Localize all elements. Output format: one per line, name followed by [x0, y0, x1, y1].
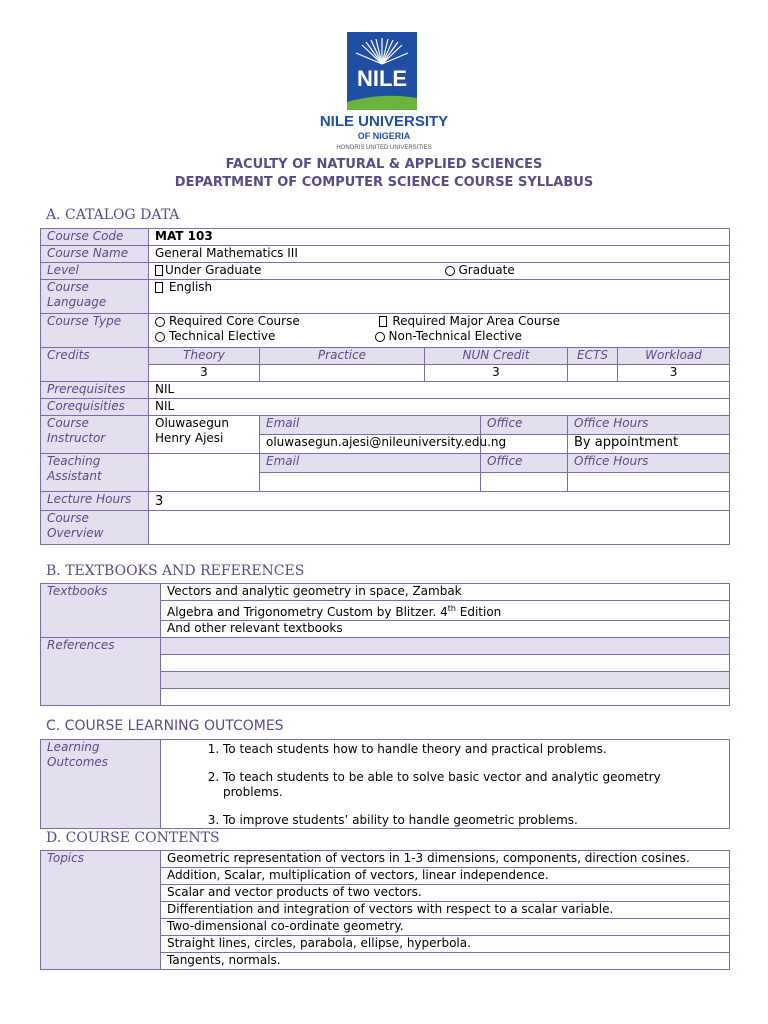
checkbox-icon [155, 265, 163, 276]
type-tech-option[interactable] [155, 329, 275, 343]
instructor-office-hours-header: Office Hours [568, 416, 730, 435]
instructor-value: Oluwasegun Henry Ajesi [149, 416, 260, 454]
course-type-label: Course Type [41, 314, 149, 348]
language-value: English [168, 280, 213, 294]
textbooks-label: Textbooks [41, 584, 161, 638]
contents-table [40, 850, 730, 970]
course-code-label: Course Code [41, 229, 149, 246]
ta-office-value [481, 473, 568, 492]
instructor-email-value[interactable]: oluwasegun.ajesi@nileuniversity.edu.ng [260, 435, 481, 454]
overview-label: Course Overview [41, 511, 149, 545]
textbook-item: And other relevant textbooks [161, 621, 730, 638]
reference-item [161, 689, 730, 706]
logo-of-nigeria: OF NIGERIA [357, 131, 411, 141]
instructor-email-header: Email [260, 416, 481, 435]
section-c-heading: C. COURSE LEARNING OUTCOMES [46, 718, 284, 734]
language-value-cell [149, 280, 730, 314]
radio-icon [375, 332, 385, 342]
level-g-option[interactable] [445, 263, 515, 278]
references-label: References [41, 638, 161, 706]
credit-nun-value: 3 [425, 365, 568, 382]
outcomes-list-cell [161, 740, 730, 829]
prereq-value: NIL [149, 382, 730, 399]
overview-value [149, 511, 730, 545]
ta-office-header: Office [481, 454, 568, 473]
ta-label: Teaching Assistant [41, 454, 149, 492]
textbook-item [161, 601, 730, 621]
department-title: DEPARTMENT OF COMPUTER SCIENCE COURSE SYLLABUS [174, 175, 594, 190]
credit-header-ects: ECTS [568, 348, 618, 365]
instructor-office-header: Office [481, 416, 568, 435]
coreq-value: NIL [149, 399, 730, 416]
ta-email-header: Email [260, 454, 481, 473]
reference-item [161, 638, 730, 655]
topic-item: Scalar and vector products of two vectors. [161, 885, 730, 902]
prereq-label: Prerequisites [41, 382, 149, 399]
credit-header-practice: Practice [260, 348, 425, 365]
course-name-label: Course Name [41, 246, 149, 263]
type-nontech-option[interactable] [375, 329, 523, 344]
type-major-label: Required Major Area Course [392, 314, 561, 328]
ta-office-hours-value [568, 473, 730, 492]
lecture-hours-value: 3 [149, 492, 730, 511]
type-nontech-label: Non-Technical Elective [388, 329, 522, 343]
instructor-office-hours-value: By appointment [568, 435, 730, 454]
topic-item: Two-dimensional co-ordinate geometry. [161, 919, 730, 936]
type-major-option[interactable] [379, 314, 561, 329]
logo-text: NILE [356, 66, 408, 91]
radio-icon [155, 332, 165, 342]
checkbox-icon [379, 316, 387, 327]
topic-item: Straight lines, circles, parabola, ellipse, hyperbola. [161, 936, 730, 953]
reference-item [161, 655, 730, 672]
textbooks-table [40, 583, 730, 706]
edition-suffix: Edition [455, 605, 502, 619]
level-ug-label: Under Graduate [165, 263, 262, 277]
section-b-heading: B. TEXTBOOKS AND REFERENCES [46, 563, 305, 579]
section-d-heading: D. COURSE CONTENTS [46, 830, 220, 846]
outcomes-table [40, 739, 730, 829]
reference-item [161, 672, 730, 689]
outcome-item: 3. To improve students’ ability to handle geometric problems. [223, 813, 723, 828]
credit-practice-value [260, 365, 425, 382]
section-a-heading: A. CATALOG DATA [46, 207, 180, 223]
edition-superscript: th [447, 604, 456, 613]
credit-header-nun: NUN Credit [425, 348, 568, 365]
level-label: Level [41, 263, 149, 280]
course-name-value: General Mathematics III [149, 246, 730, 263]
logo-tagline: HONORIS UNITED UNIVERSITIES [336, 145, 432, 151]
type-core-label: Required Core Course [169, 314, 300, 328]
outcome-item: 1. To teach students how to handle theory and practical problems. [223, 742, 723, 757]
credit-header-theory: Theory [149, 348, 260, 365]
topic-item: Tangents, normals. [161, 953, 730, 970]
outcome-item: 2. To teach students to be able to solve basic vector and analytic geometry problems. [223, 770, 723, 800]
logo-university-name: NILE UNIVERSITY [319, 113, 449, 130]
level-g-label: Graduate [458, 263, 515, 277]
topic-item: Addition, Scalar, multiplication of vectors, linear independence. [161, 868, 730, 885]
topic-item: Differentiation and integration of vectors with respect to a scalar variable. [161, 902, 730, 919]
course-type-options [149, 314, 730, 348]
university-logo [347, 32, 417, 110]
topic-item: Geometric representation of vectors in 1-3 dimensions, components, direction cosines. [161, 851, 730, 868]
course-code-value: MAT 103 [149, 229, 730, 246]
credit-theory-value: 3 [149, 365, 260, 382]
ta-value [149, 454, 260, 492]
type-core-option[interactable] [155, 314, 300, 328]
type-tech-label: Technical Elective [169, 329, 276, 343]
lecture-hours-label: Lecture Hours [41, 492, 149, 511]
radio-icon [155, 317, 165, 327]
credit-ects-value [568, 365, 618, 382]
outcomes-list [167, 742, 723, 828]
level-options [149, 263, 730, 280]
textbook-item: Vectors and analytic geometry in space, Zambak [161, 584, 730, 601]
credit-header-workload: Workload [618, 348, 730, 365]
level-ug-option[interactable] [155, 263, 261, 277]
catalog-table [40, 228, 730, 545]
ta-office-hours-header: Office Hours [568, 454, 730, 473]
coreq-label: Corequisities [41, 399, 149, 416]
credits-label: Credits [41, 348, 149, 382]
topics-label: Topics [41, 851, 161, 970]
instructor-label: Course Instructor [41, 416, 149, 454]
radio-icon [445, 266, 455, 276]
credit-workload-value: 3 [618, 365, 730, 382]
outcomes-label: Learning Outcomes [41, 740, 161, 829]
ta-email-value [260, 473, 481, 492]
textbook-item-text: Algebra and Trigonometry Custom by Blitzer. 4 [167, 605, 448, 619]
faculty-title: FACULTY OF NATURAL & APPLIED SCIENCES [225, 157, 543, 172]
language-label: Course Language [41, 280, 149, 314]
checkbox-icon [155, 282, 163, 293]
